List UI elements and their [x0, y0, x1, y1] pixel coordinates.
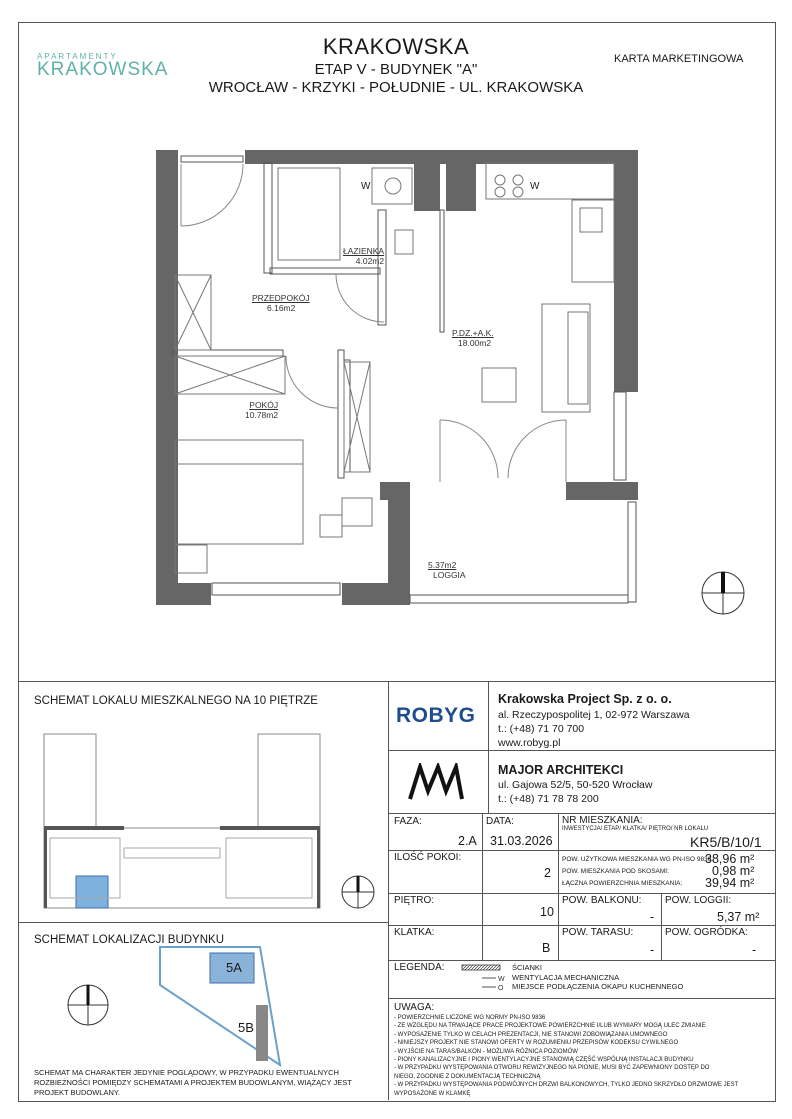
area-total-value: 39,94 m² [705, 876, 755, 890]
legend-item: WENTYLACJA MECHANICZNA [512, 972, 620, 982]
divider [388, 893, 775, 894]
balkon-label: POW. BALKONU: [562, 895, 642, 906]
area-slope-value: 0,98 m² [712, 864, 755, 878]
klatka-label: KLATKA: [394, 927, 435, 938]
floor-scheme [40, 730, 380, 910]
stage-building: ETAP V - BUDYNEK "A" [314, 61, 478, 78]
logo-tagline: APARTAMENTY [37, 52, 118, 61]
developer-name: Krakowska Project Sp. z o. o. [498, 692, 672, 706]
location-line: WROCŁAW - KRZYKI - POŁUDNIE - UL. KRAKOWSKA [208, 79, 584, 96]
data-label: DATA: [486, 816, 514, 827]
legend-item: ŚCIANKI [512, 963, 543, 972]
uwagi-item: - NINIEJSZY PROJEKT NIE STANOWI OFERTY W ROZUMIENIU PRZEPISÓW KODEKSU CYWILNEGO [394, 1040, 679, 1047]
faza-value: 2.A [458, 834, 477, 848]
room-label-bathroom: ŁAZIENKA 4.02m2 [343, 246, 385, 266]
developer-web[interactable]: www.robyg.pl [498, 737, 561, 749]
developer-logo: ROBYG [396, 704, 476, 727]
nr-value: KR5/B/10/1 [690, 834, 762, 850]
legend-w-symbol: W [498, 976, 505, 983]
page-title: KRAKOWSKA [322, 34, 470, 59]
developer-phone: t.: (+48) 71 70 700 [498, 723, 585, 735]
loggia-label: POW. LOGGII: [665, 895, 732, 906]
location-scheme [60, 945, 300, 1070]
nr-sub: INWESTYCJA/ ETAP/ KLATKA/ PIĘTRO/ NR LOKALU [562, 826, 709, 832]
room-label-living: P.DZ.+A.K. 18.00m2 [452, 328, 494, 348]
data-value: 31.03.2026 [490, 834, 553, 848]
architect-logo-icon [408, 763, 464, 801]
architect-address: ul. Gajowa 52/5, 50-520 Wrocław [498, 779, 653, 791]
disclaimer: SCHEMAT MA CHARAKTER JEDYNIE POGLĄDOWY, W PRZYPADKU EWENTUALNYCH ROZBIEŻNOŚCI POMIĘDZY SCHEMATAMI A PROJEKTEM BUDOWLANYM, WIĄŻĄCY JEST PROJEKT BUDOWLANY. [34, 1068, 352, 1097]
ogrodek-label: POW. OGRÓDKA: [665, 927, 748, 938]
faza-label: FAZA: [394, 816, 422, 827]
uwagi-item: - ZE WZGLĘDU NA TRWAJĄCE PRACE PROJEKTOWE POWIERZCHNIE I/LUB WYMIARY MOGĄ ULEC ZMIANIE [394, 1023, 706, 1030]
nr-label: NR MIESZKANIA: [562, 815, 643, 826]
ogrodek-value: - [752, 943, 757, 957]
uwagi-list [394, 1014, 769, 1098]
area-total-label: ŁĄCZNA POWIERZCHNIA MIESZKANIA: [562, 880, 683, 887]
divider [388, 925, 775, 926]
vent-mark-bath: W [361, 181, 371, 192]
compass-icon [700, 570, 746, 616]
room-label-hall: PRZEDPOKÓJ 6.16m2 [252, 293, 310, 313]
building-5a-label: 5A [226, 960, 242, 975]
area-slope-label: POW. MIESZKANIA POD SKOSAMI: [562, 868, 669, 875]
building-5b-label: 5B [238, 1020, 254, 1035]
pietro-value: 10 [540, 905, 554, 919]
area-usable-label: POW. UŻYTKOWA MIESZKANIA WG PN-ISO 9836: [562, 856, 714, 863]
divider [388, 850, 775, 851]
legend-o-symbol: O [498, 985, 504, 992]
card-type: KARTA MARKETINGOWA [614, 53, 744, 65]
pietro-label: PIĘTRO: [394, 895, 435, 906]
architect-name: MAJOR ARCHITEKCI [498, 763, 624, 777]
loggia-value: 5,37 m² [717, 910, 760, 924]
legend-label: LEGENDA: [394, 962, 445, 973]
divider [388, 813, 775, 814]
uwagi-item: WYPOSAŻONE W KLAMKĘ [394, 1090, 471, 1097]
floor-plan [150, 140, 650, 620]
uwagi-item: - POWIERZCHNIE LICZONE WG NORMY PN-ISO 9836 [394, 1015, 546, 1021]
pokoi-value: 2 [544, 866, 551, 880]
divider [18, 922, 388, 923]
legend-item: MIEJSCE PODŁĄCZENIA OKAPU KUCHENNEGO [512, 982, 684, 991]
balkon-value: - [650, 910, 655, 924]
uwagi-item: - WYPOSAŻENIE TYLKO W CELACH PREZENTACJI, NIE STANOWI ZOBOWIĄZANIA UMOWNEGO [394, 1031, 668, 1038]
divider [388, 998, 775, 999]
uwagi-item: - WYJŚCIE NA TARAS/BALKON - MOŻLIWA RÓŻNICA POZIOMÓW [394, 1048, 578, 1055]
uwagi-item: - W PRZYPADKU WYSTĘPOWANIA PODWÓJNYCH DRZWI BALKONOWYCH, TYLKO JEDNO SKRZYDŁO DRZWIOWE JEST [394, 1082, 739, 1089]
klatka-value: B [542, 941, 551, 955]
divider [558, 813, 559, 960]
logo-wordmark: KRAKOWSKA [37, 59, 169, 80]
divider [388, 681, 389, 1100]
uwagi-label: UWAGA: [394, 1002, 435, 1013]
legend-list [512, 963, 683, 992]
vent-mark-kitchen: W [530, 181, 540, 192]
location-scheme-title: SCHEMAT LOKALIZACJI BUDYNKU [34, 934, 225, 946]
divider [482, 813, 483, 960]
uwagi-item: - PIONY KANALIZACYJNE I PIONY WENTYLACYJNE STANOWIĄ CZĘŚĆ WSPÓLNĄ INSTALACJI BUDYNKU [394, 1057, 694, 1064]
divider [661, 893, 662, 960]
divider [388, 960, 775, 961]
developer-address: al. Rzeczypospolitej 1, 02-972 Warszawa [498, 709, 690, 721]
taras-label: POW. TARASU: [562, 927, 634, 938]
room-label-room: POKÓJ 10.78m2 [245, 400, 279, 420]
legend-symbols [460, 963, 510, 995]
taras-value: - [650, 943, 655, 957]
pokoi-label: ILOŚĆ POKOI: [394, 852, 462, 863]
divider [388, 750, 775, 751]
uwagi-item: NIEGO, ZGODNIE Z DOKUMENTACJĄ TECHNICZNĄ [394, 1073, 541, 1080]
area-usable-value: 38,96 m² [705, 852, 755, 866]
compass-small-icon [340, 874, 376, 910]
architect-phone: t.: (+48) 71 78 78 200 [498, 793, 599, 805]
uwagi-item: - W PRZYPADKU WYSTĘPOWANIA OTWORU REWIZYJNEGO NA PIONIE, MUSI BYĆ ZAPEWNIONY DOSTĘP DO [394, 1065, 710, 1072]
floor-scheme-title: SCHEMAT LOKALU MIESZKALNEGO NA 10 PIĘTRZE [34, 695, 318, 707]
divider [18, 681, 775, 682]
room-label-loggia: 5.37m2 LOGGIA [428, 560, 466, 580]
divider [488, 681, 489, 813]
